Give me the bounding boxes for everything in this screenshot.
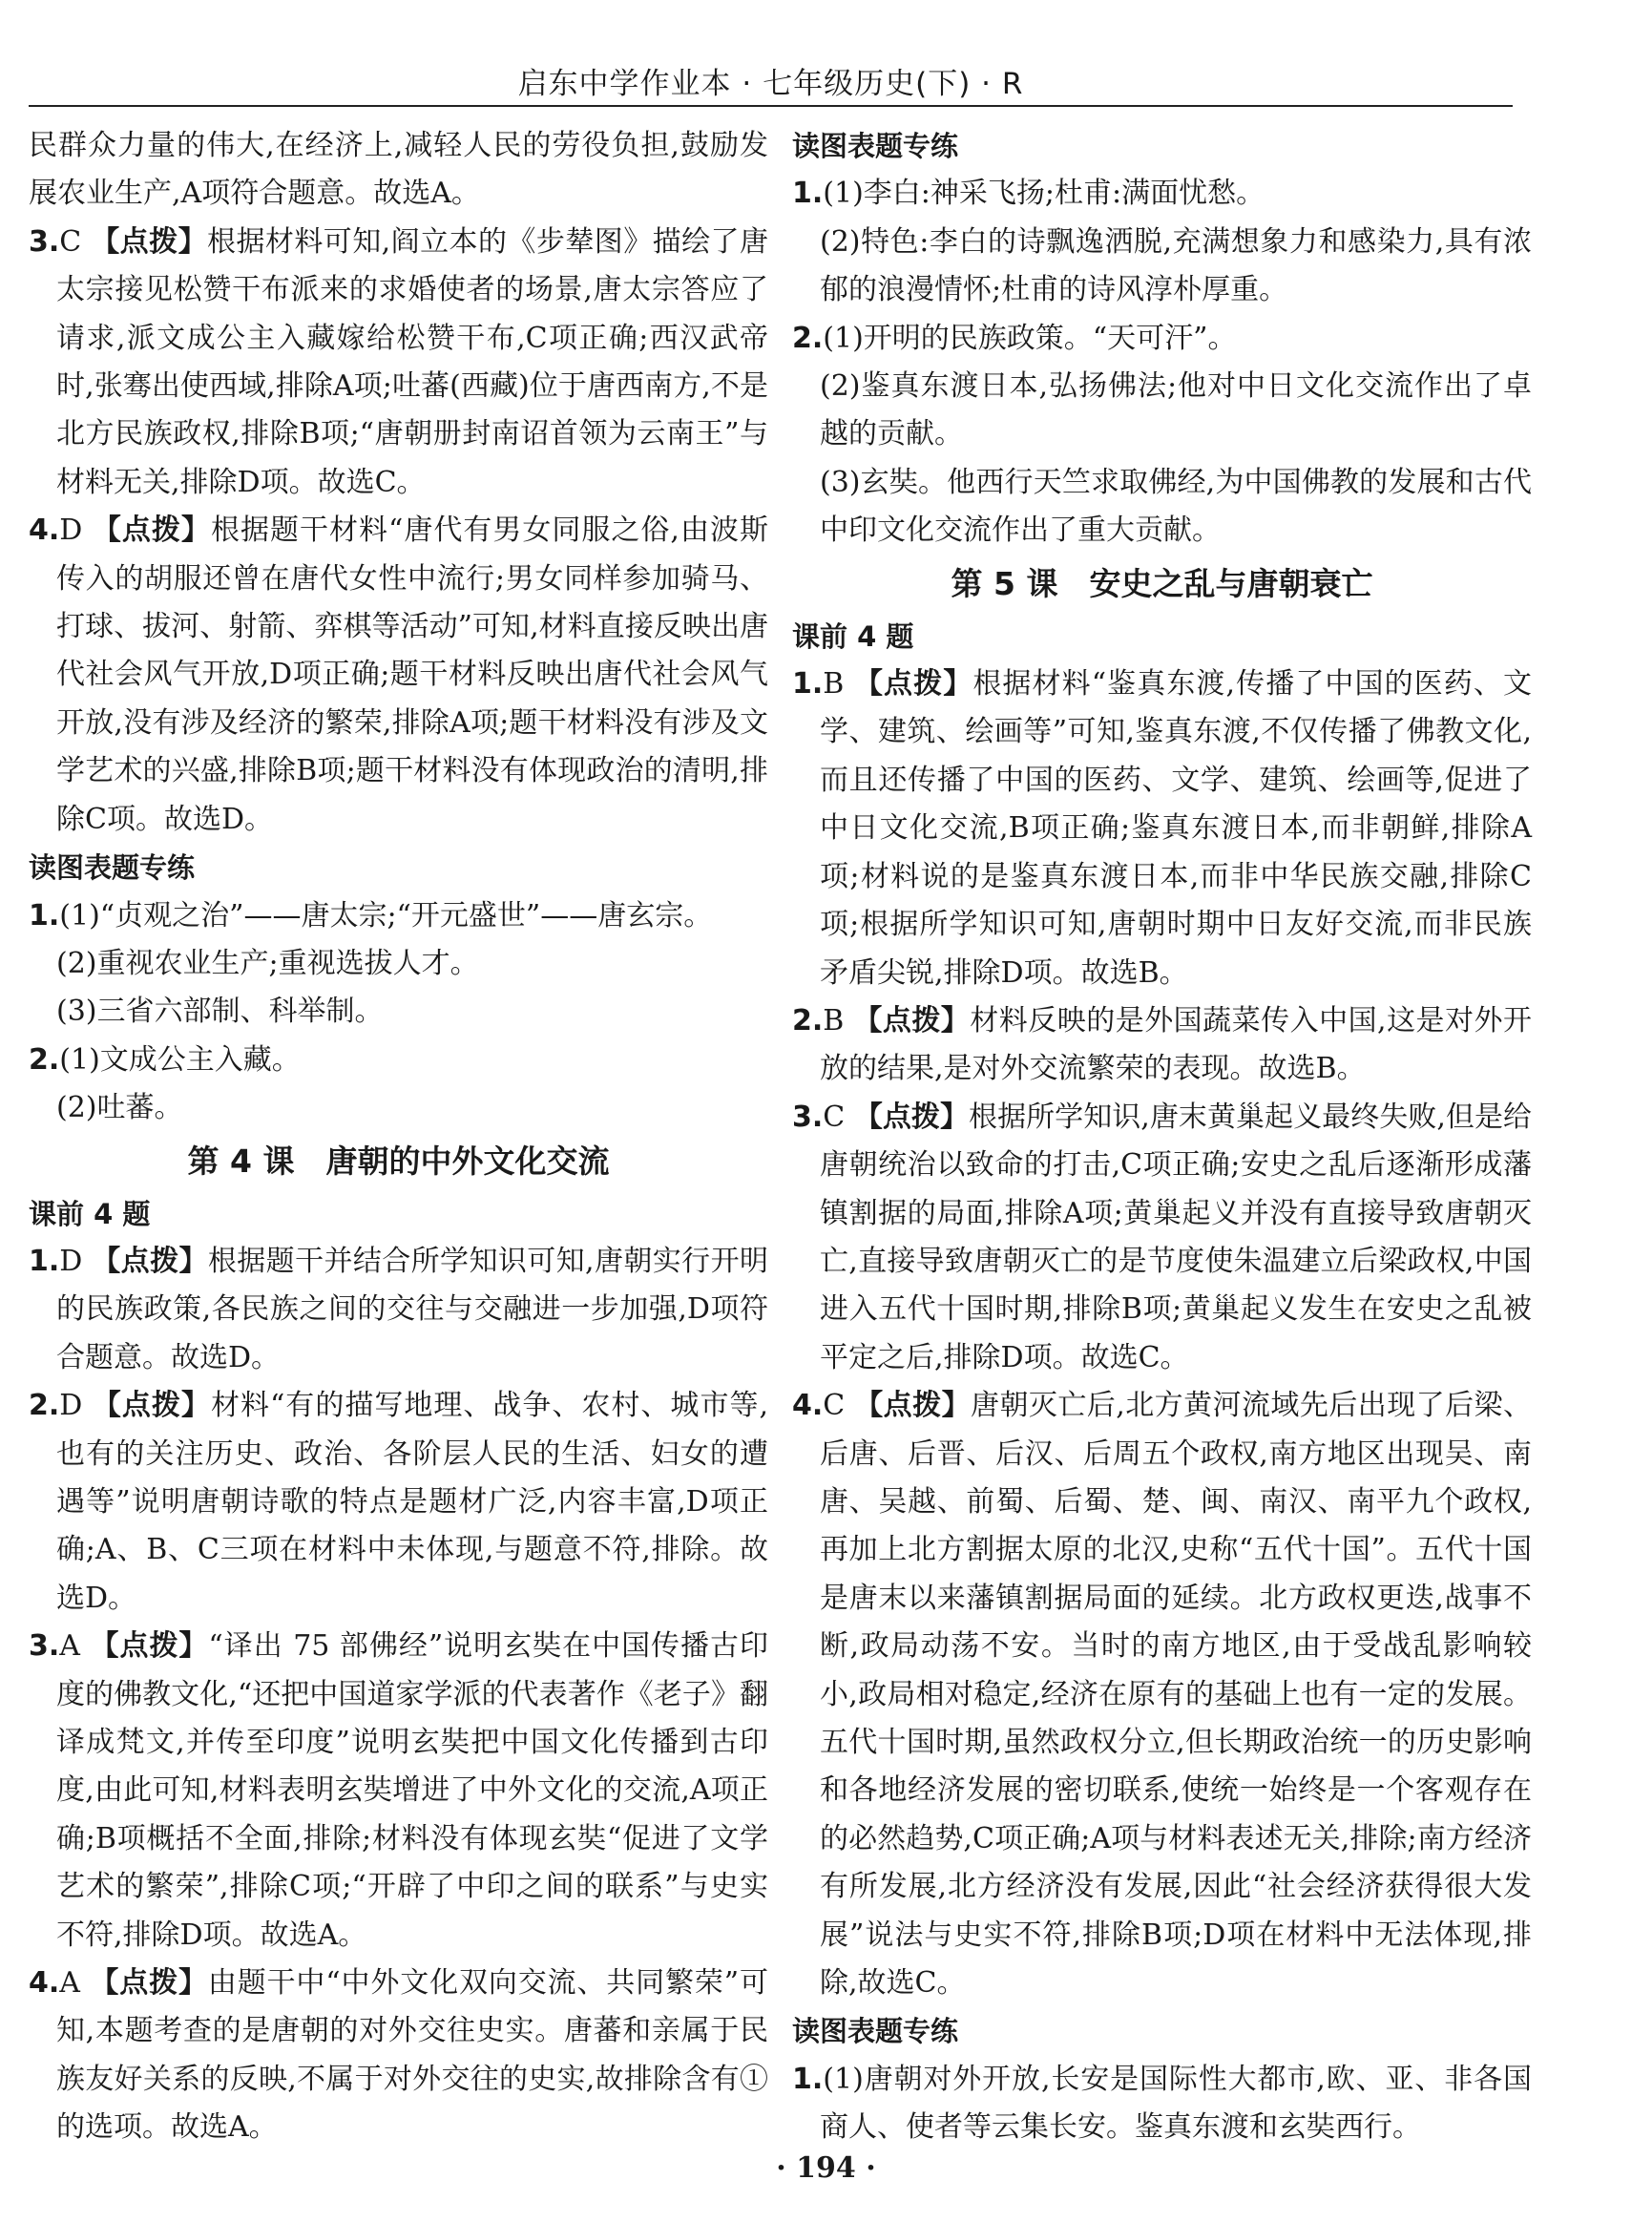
right-column — [792, 122, 1532, 2152]
answer-item-l4q2 — [29, 1382, 768, 1623]
answer-item-l5q4 — [792, 1382, 1532, 2007]
answer-text: (1)开明的民族政策。“天可汗”。 — [823, 321, 1237, 355]
answer-letter: D — [59, 1389, 83, 1423]
hint-tag: 【点拨】 — [91, 224, 208, 259]
item-number: 2. — [792, 321, 824, 355]
answer-text: (1)唐朝对外开放,长安是国际性大都市,欧、亚、非各国商人、使者等云集长安。鉴真东渡和玄奘西行。 — [820, 2062, 1532, 2145]
map-item-1-b: (2)特色:李白的诗飘逸洒脱,充满想象力和感染力,具有浓郁的浪漫情怀;杜甫的诗风淳朴厚重。 — [820, 224, 1532, 307]
answer-text: (1)李白:神采飞扬;杜甫:满面忧愁。 — [823, 177, 1265, 211]
answer-text: “译出 75 部佛经”说明玄奘在中国传播古印度的佛教文化,“还把中国道家学派的代表著作《老子》翻译成梵文,并传至印度”说明玄奘把中国文化传播到古印度,由此可知,材料表明玄奘增进了中外文化的交流,A项正确;B项概括不全面,排除;材料没有体现玄奘“促进了文学艺术的繁荣”,排除C项;“开辟了中印之间的联系”与史实不符,排除D项。故选A。 — [56, 1629, 769, 1952]
hint-tag: 【点拨】 — [853, 1100, 970, 1134]
answer-letter: D — [59, 1244, 83, 1278]
answer-text: 根据所学知识,唐末黄巢起义最终失败,但是给唐朝统治以致命的打击,C项正确;安史之乱后逐渐形成藩镇割据的局面,排除A项;黄巢起义并没有直接导致唐朝灭亡,直接导致唐朝灭亡的是节度使朱温建立后梁政权,中国进入五代十国时期,排除B项;黄巢起义发生在安史之乱被平定之后,排除D项。故选C。 — [820, 1100, 1533, 1374]
answer-text: 根据题干并结合所学知识可知,唐朝实行开明的民族政策,各民族之间的交往与交融进一步加强,D项符合题意。故选D。 — [56, 1244, 768, 1374]
page-number: · 194 · — [776, 2151, 876, 2185]
answer-text: 根据题干材料“唐代有男女同服之俗,由波斯传入的胡服还曾在唐代女性中流行;男女同样参加骑马、打球、拔河、射箭、弈棋等活动”可知,材料直接反映出唐代社会风气开放,D项正确;题干材料反映出唐代社会风气开放,没有涉及经济的繁荣,排除A项;题干材料没有涉及文学艺术的兴盛,排除B项;题干材料没有体现政治的清明,排除C项。故选D。 — [56, 514, 768, 836]
hint-tag: 【点拨】 — [853, 1003, 971, 1038]
item-number: 2. — [792, 1003, 824, 1038]
answer-letter: A — [59, 1966, 80, 2001]
item-number: 1. — [792, 667, 824, 702]
section-heading: 课前 4 题 — [29, 1197, 151, 1230]
item-number: 2. — [29, 1042, 60, 1077]
hint-tag: 【点拨】 — [92, 1389, 211, 1423]
answer-item-l4q4 — [29, 1960, 768, 2152]
map-item-2 — [792, 315, 1532, 363]
answer-text: 材料反映的是外国蔬菜传入中国,这是对外开放的结果,是对外交流繁荣的表现。故选B。 — [820, 1003, 1532, 1086]
answer-letter: A — [59, 1629, 80, 1664]
map-item-1 — [29, 892, 768, 940]
answer-text: 材料“有的描写地理、战争、农村、城市等,也有的关注历史、政治、各阶层人民的生活、妇女的遭遇等”说明唐朝诗歌的特点是题材广泛,内容丰富,D项正确;A、B、C三项在材料中未体现,与题意不符,排除。故选D。 — [56, 1389, 768, 1615]
hint-tag: 【点拨】 — [92, 514, 211, 548]
map-item-2-b: (2)鉴真东渡日本,弘扬佛法;他对中日文化交流作出了卓越的贡献。 — [820, 369, 1532, 451]
hint-tag: 【点拨】 — [90, 1629, 209, 1664]
item-number: 3. — [29, 1629, 60, 1664]
section-heading: 读图表题专练 — [29, 851, 196, 885]
answer-item-l4q3 — [29, 1623, 768, 1960]
left-column — [29, 122, 768, 2152]
map-item-1 — [792, 2056, 1532, 2152]
item-number: 1. — [29, 898, 60, 933]
answer-text: 唐朝灭亡后,北方黄河流域先后出现了后梁、后唐、后晋、后汉、后周五个政权,南方地区出现吴、南唐、吴越、前蜀、后蜀、楚、闽、南汉、南平九个政权,再加上北方割据太原的北汉,史称“五代十国”。五代十国是唐末以来藩镇割据局面的延续。北方政权更迭,战事不断,政局动荡不安。当时的南方地区,由于受战乱影响较小,政局相对稳定,经济在原有的基础上也有一定的发展。五代十国时期,虽然政权分立,但长期政治统一的历史影响和各地经济发展的密切联系,使统一始终是一个客观存在的必然趋势,C项正确;A项与材料表述无关,排除;南方经济有所发展,北方经济没有发展,因此“社会经济获得很大发展”说法与史实不符,排除B项;D项在材料中无法体现,排除,故选C。 — [820, 1389, 1532, 2001]
answer-letter: C — [823, 1100, 846, 1134]
section-heading: 课前 4 题 — [792, 619, 914, 653]
map-item-1-c: (3)三省六部制、科举制。 — [56, 995, 384, 1029]
answer-text: 由题干中“中外文化双向交流、共同繁荣”可知,本题考查的是唐朝的对外交往史实。唐蕃和亲属于民族友好关系的反映,不属于对外交往的史实,故排除含有①的选项。故选A。 — [56, 1966, 768, 2145]
answer-letter: C — [59, 224, 82, 259]
answer-text: 根据材料可知,阎立本的《步辇图》描绘了唐太宗接见松赞干布派来的求婚使者的场景,唐太宗答应了请求,派文成公主入藏嫁给松赞干布,C项正确;西汉武帝时,张骞出使西域,排除A项;吐蕃(西藏)位于唐西南方,不是北方民族政权,排除B项;“唐朝册封南诏首领为云南王”与材料无关,排除D项。故选C。 — [56, 224, 768, 499]
answer-letter: C — [823, 1389, 846, 1423]
answer-item-l5q3 — [792, 1094, 1532, 1382]
answer-item-l3 — [29, 219, 768, 507]
map-item-1-b: (2)重视农业生产;重视选拔人才。 — [56, 946, 479, 980]
answer-letter: B — [823, 1003, 845, 1038]
answer-text: (1)文成公主入藏。 — [59, 1042, 301, 1077]
answer-text: 根据材料“鉴真东渡,传播了中国的医药、文学、建筑、绘画等”可知,鉴真东渡,不仅传播了佛教文化,而且还传播了中国的医药、文学、建筑、绘画等,促进了中日文化交流,B项正确;鉴真东渡日本,而非朝鲜,排除A项;材料说的是鉴真东渡日本,而非中华民族交融,排除C项;根据所学知识可知,唐朝时期中日友好交流,而非民族矛盾尖锐,排除D项。故选B。 — [820, 667, 1532, 990]
item-number: 3. — [792, 1100, 824, 1134]
item-number: 4. — [792, 1389, 824, 1423]
item-number: 1. — [792, 2062, 824, 2096]
item-number: 4. — [29, 1966, 60, 2001]
map-item-2-b: (2)吐蕃。 — [56, 1091, 183, 1125]
answer-letter: B — [823, 667, 845, 702]
map-item-2 — [29, 1037, 768, 1084]
map-item-2-c: (3)玄奘。他西行天竺求取佛经,为中国佛教的发展和古代中印文化交流作出了重大贡献。 — [820, 465, 1532, 548]
header-rule — [29, 105, 1513, 107]
running-header: 启东中学作业本 · 七年级历史(下) · R — [517, 67, 1024, 101]
answer-item-l4q1 — [29, 1238, 768, 1382]
lesson-title: 第 5 课 安史之乱与唐朝衰亡 — [951, 564, 1373, 602]
answer-item-l4 — [29, 507, 768, 844]
answer-item-l5q1 — [792, 660, 1532, 997]
hint-tag: 【点拨】 — [90, 1966, 208, 2001]
hint-tag: 【点拨】 — [853, 667, 973, 702]
answer-text: (1)“贞观之治”——唐太宗;“开元盛世”——唐玄宗。 — [59, 898, 713, 933]
map-item-1 — [792, 170, 1532, 218]
lesson-title: 第 4 课 唐朝的中外文化交流 — [187, 1142, 610, 1180]
item-number: 3. — [29, 224, 60, 259]
section-heading: 读图表题专练 — [792, 2015, 959, 2048]
item-number: 1. — [29, 1244, 60, 1278]
hint-tag: 【点拨】 — [92, 1244, 208, 1278]
item-number: 4. — [29, 514, 60, 548]
answer-item-l5q2 — [792, 997, 1532, 1094]
hint-tag: 【点拨】 — [854, 1389, 972, 1423]
continuation-paragraph: 民群众力量的伟大,在经济上,减轻人民的劳役负担,鼓励发展农业生产,A项符合题意。故选A。 — [29, 129, 768, 211]
answer-letter: D — [59, 514, 83, 548]
item-number: 1. — [792, 177, 824, 211]
item-number: 2. — [29, 1389, 60, 1423]
section-heading: 读图表题专练 — [792, 130, 959, 162]
